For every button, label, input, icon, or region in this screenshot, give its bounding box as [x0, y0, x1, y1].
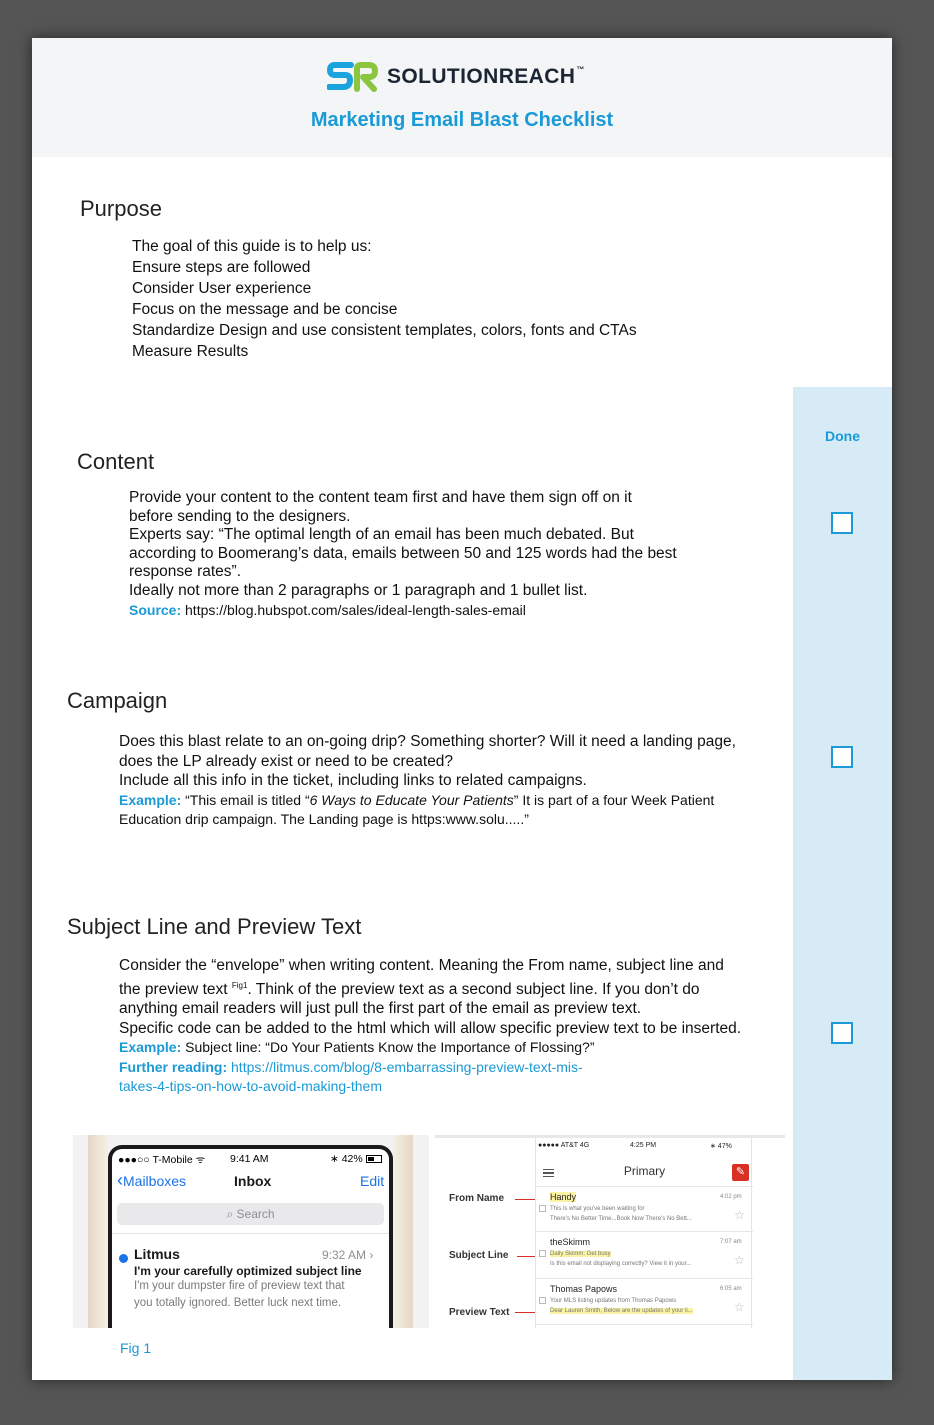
email-preview: Is this email not displaying correctly? View it in your... [550, 1261, 692, 1267]
status-battery: ∗ 47% [710, 1143, 732, 1150]
subject-line: anything email readers will just pull the first part of the email as preview text. [119, 1000, 642, 1018]
annotation-subject-line: Subject Line [449, 1250, 509, 1261]
purpose-line: Focus on the message and be concise [132, 301, 398, 318]
status-carrier: ●●●○○ T-Mobile ᯤ [118, 1154, 206, 1166]
purpose-line: Consider User experience [132, 280, 312, 297]
chevron-right-icon: › [369, 1248, 374, 1262]
email-checkbox[interactable] [539, 1250, 546, 1257]
campaign-example-line2: Education drip campaign. The Landing page is https:www.solu.....” [119, 811, 529, 827]
email-sender: Handy [550, 1192, 577, 1202]
purpose-body [132, 236, 637, 362]
done-column [793, 387, 892, 1380]
email-subject: Your MLS listing updates from Thomas Papows [550, 1298, 677, 1304]
source-label: Source: [129, 601, 182, 618]
content-line: according to Boomerang’s data, emails between 50 and 125 words had the best [129, 544, 677, 562]
example-label: Example: [119, 791, 182, 808]
battery-icon [366, 1155, 382, 1163]
message-time: 9:32 AM › [322, 1248, 374, 1262]
status-time: 9:41 AM [230, 1153, 269, 1165]
content-body [129, 489, 677, 620]
primary-tab-title: Primary [623, 1164, 666, 1178]
purpose-line: Standardize Design and use consistent templates, colors, fonts and CTAs [132, 322, 637, 339]
campaign-line: does the LP already exist or need to be created? [119, 752, 454, 770]
campaign-heading: Campaign [67, 688, 168, 713]
email-checkbox[interactable] [539, 1297, 546, 1304]
email-subject: Daily Skimm: Get busy [550, 1251, 611, 1257]
fig1-iphone-mockup [73, 1135, 429, 1328]
further-reading-link-cont[interactable]: takes-4-tips-on-how-to-avoid-making-them [119, 1078, 382, 1095]
message-subject: I'm your carefully optimized subject line [134, 1264, 362, 1278]
content-line: response rates”. [129, 563, 241, 581]
campaign-body [119, 732, 736, 830]
content-line: before sending to the designers. [129, 507, 351, 525]
annotation-preview-text: Preview Text [449, 1307, 510, 1318]
subject-done-checkbox[interactable] [831, 1022, 853, 1044]
subject-body [119, 956, 741, 1097]
inbox-title: Inbox [234, 1173, 272, 1189]
subject-line: Consider the “envelope” when writing content. Meaning the From name, subject line and [119, 957, 724, 974]
email-preview: There's No Better Time...Book Now There's No Bett... [550, 1216, 692, 1222]
chevron-left-icon: ‹ [117, 1170, 123, 1190]
purpose-line: The goal of this guide is to help us: [132, 238, 372, 255]
example-title: 6 Ways to Educate Your Patients [309, 791, 514, 808]
email-time: 4:02 pm [720, 1194, 742, 1200]
edit-button[interactable]: Edit [360, 1173, 385, 1189]
email-subject: This is what you've been waiting for [550, 1206, 645, 1212]
sr-logo-icon [327, 59, 379, 95]
checklist-page [32, 38, 892, 1380]
example-label: Example: [119, 1039, 182, 1056]
purpose-line: Measure Results [132, 343, 249, 360]
page-header [32, 38, 892, 157]
email-time: 7:07 am [720, 1239, 742, 1245]
subject-example: Example: Subject line: “Do Your Patients Know the Importance of Flossing?” [119, 1039, 595, 1056]
status-battery: ∗ 42% [330, 1153, 382, 1165]
fig1-gmail-mockup [435, 1135, 785, 1328]
done-column-label: Done [825, 428, 860, 444]
solutionreach-logo [327, 59, 585, 95]
purpose-line: Ensure steps are followed [132, 259, 311, 276]
campaign-line: Does this blast relate to an on-going drip? Something shorter? Will it need a landing page, [119, 733, 736, 750]
email-sender: theSkimm [550, 1237, 591, 1247]
document-title: Marketing Email Blast Checklist [310, 109, 614, 131]
message-preview: you totally ignored. Better luck next time. [134, 1297, 342, 1309]
figure-caption: Fig 1 [120, 1340, 152, 1356]
fig-reference: Fig1 [231, 980, 248, 990]
message-preview: I'm your dumpster fire of preview text that [134, 1280, 345, 1292]
email-preview: Dear Lauren Smith, Below are the updates of your li... [550, 1308, 693, 1314]
content-heading: Content [77, 449, 155, 474]
subject-line: Specific code can be added to the html which will allow specific preview text to be inserted. [119, 1019, 742, 1037]
further-reading [119, 1058, 741, 1078]
email-sender: Thomas Papows [550, 1284, 618, 1294]
campaign-line: Include all this info in the ticket, including links to related campaigns. [119, 772, 587, 789]
annotation-from-name: From Name [449, 1193, 505, 1204]
status-carrier: ●●●●● AT&T 4G [538, 1142, 590, 1149]
email-time: 6:05 am [720, 1286, 742, 1292]
campaign-done-checkbox[interactable] [831, 746, 853, 768]
email-checkbox[interactable] [539, 1205, 546, 1212]
search-input[interactable]: ⌕ Search [117, 1203, 384, 1225]
further-reading-label: Further reading: [119, 1058, 228, 1075]
compose-pencil-icon[interactable]: ✎ [732, 1164, 749, 1181]
unread-dot-icon [119, 1254, 128, 1263]
gmail-screen [535, 1138, 752, 1328]
further-reading-link[interactable]: https://litmus.com/blog/8-embarrassing-preview-text-mis- [231, 1058, 583, 1075]
star-icon[interactable]: ☆ [734, 1208, 745, 1222]
content-line: Experts say: “The optimal length of an email has been much debated. But [129, 526, 634, 544]
content-line: Provide your content to the content team first and have them sign off on it [129, 489, 632, 506]
purpose-heading: Purpose [80, 196, 162, 221]
message-sender: Litmus [134, 1246, 180, 1262]
star-icon[interactable]: ☆ [734, 1253, 745, 1267]
source-url[interactable]: https://blog.hubspot.com/sales/ideal-length-sales-email [185, 601, 526, 618]
subject-line: the preview text $^{Fig1}$. Think of the preview text as a second subject line. If you don’t do [119, 980, 700, 998]
star-icon[interactable]: ☆ [734, 1300, 745, 1314]
mailboxes-back-button[interactable]: ‹Mailboxes [117, 1170, 187, 1190]
content-source [129, 601, 677, 621]
content-done-checkbox[interactable] [831, 512, 853, 534]
subject-heading: Subject Line and Preview Text [67, 914, 362, 939]
campaign-example: Example: “This email is titled “6 Ways to Educate Your Patients” It is part of a four Week Patient [119, 791, 715, 808]
iphone-screen [112, 1149, 389, 1328]
logo-wordmark: SOLUTIONREACH™ [387, 65, 585, 88]
content-line: Ideally not more than 2 paragraphs or 1 paragraph and 1 bullet list. [129, 581, 588, 599]
search-icon: ⌕ [226, 1207, 234, 1221]
status-time: 4:25 PM [630, 1142, 657, 1149]
